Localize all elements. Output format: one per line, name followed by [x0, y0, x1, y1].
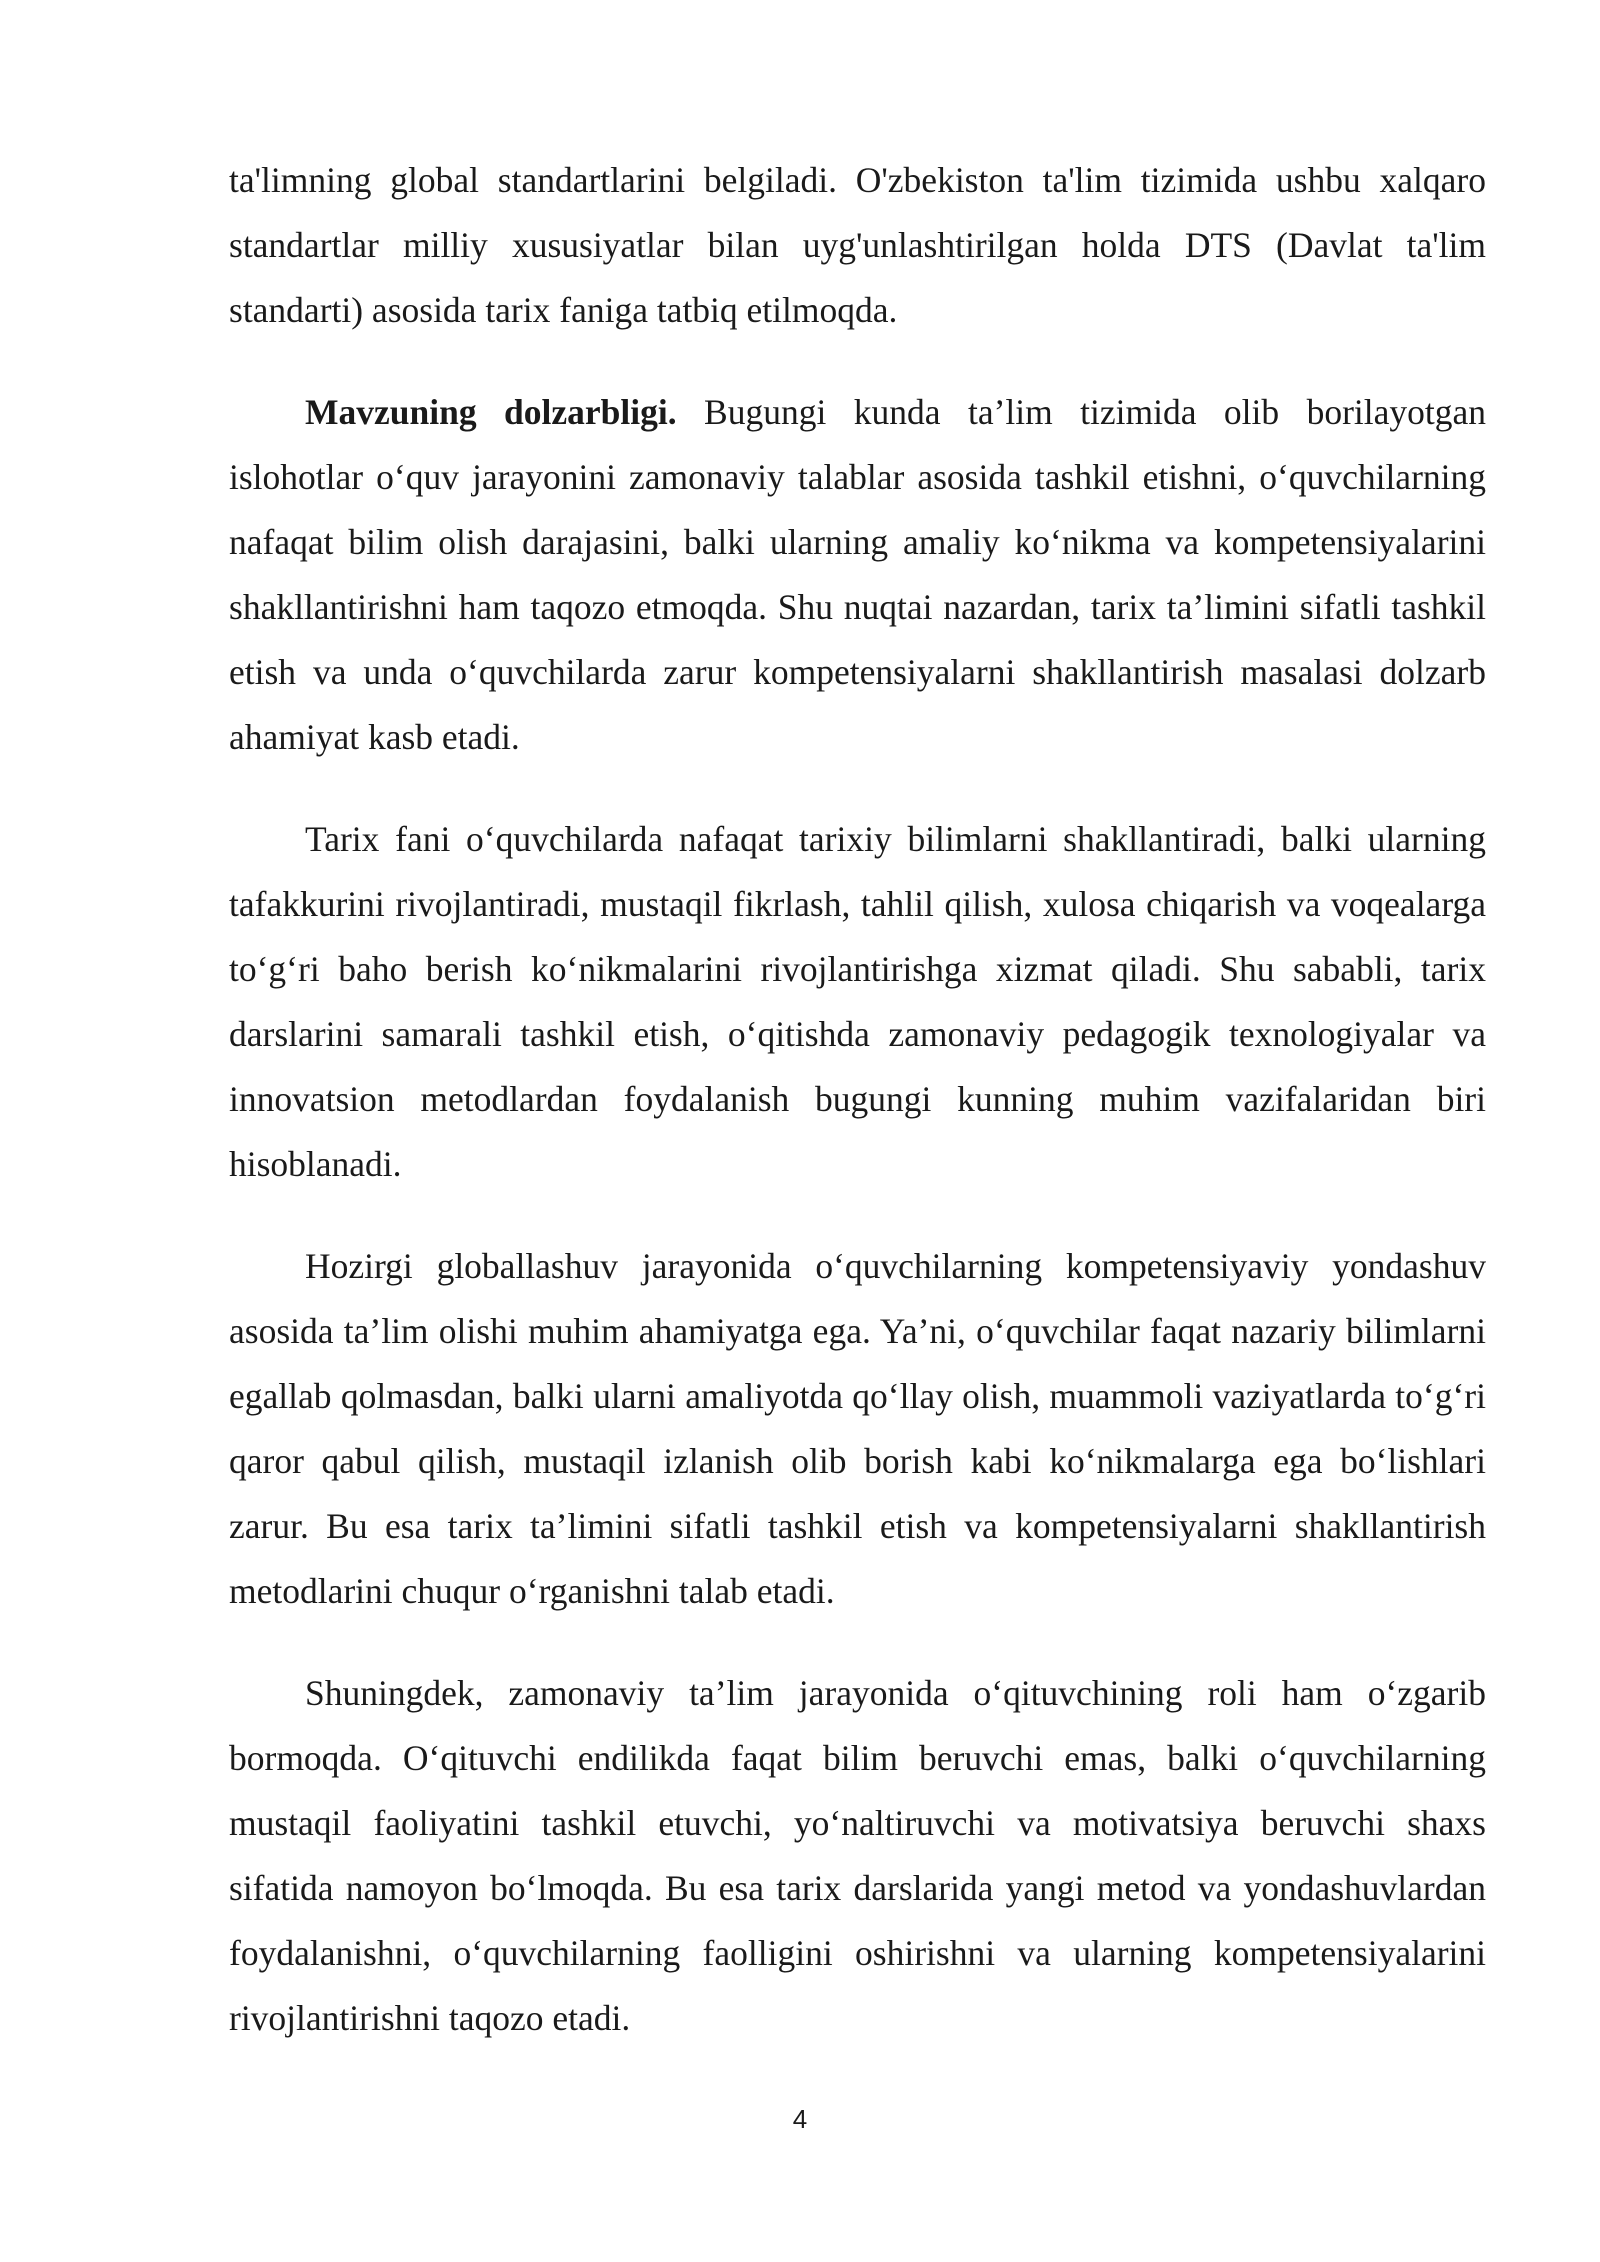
paragraph-history-subject	[229, 807, 1486, 1197]
document-body	[229, 148, 1486, 2051]
page-number: 4	[792, 2104, 808, 2134]
paragraph-continuation	[229, 148, 1486, 343]
section-heading-inline: Mavzuning dolzarbligi.	[305, 392, 677, 432]
paragraph-text: Shuningdek, zamonaviy ta’lim jarayonida o‘qituvchining roli ham o‘zgarib bormoqda. O‘qituvchi endilikda faqat bilim beruvchi emas, balki o‘quvchilarning mustaqil faoliyatini tashkil etuvchi, yo‘naltiruvchi va motivatsiya beruvchi shaxs sifatida namoyon bo‘lmoqda. Bu esa tarix darslarida yangi metod va yondashuvlardan foydalanishni, o‘quvchilarning faolligini oshirishni va ularning kompetensiyalarini rivojlantirishni taqozo etadi.	[229, 1673, 1486, 2038]
paragraph-text: Hozirgi globallashuv jarayonida o‘quvchilarning kompetensiyaviy yondashuv asosida ta’lim olishi muhim ahamiyatga ega. Ya’ni, o‘quvchilar faqat nazariy bilimlarni egallab qolmasdan, balki ularni amaliyotda qo‘llay olish, muammoli vaziyatlarda to‘g‘ri qaror qabul qilish, mustaqil izlanish olib borish kabi ko‘nikmalarga ega bo‘lishlari zarur. Bu esa tarix ta’limini sifatli tashkil etish va kompetensiyalarni shakllantirish metodlarini chuqur o‘rganishni talab etadi.	[229, 1246, 1486, 1611]
paragraph-teacher-role	[229, 1661, 1486, 2051]
paragraph-text: Bugungi kunda ta’lim tizimida olib borilayotgan islohotlar o‘quv jarayonini zamonaviy talablar asosida tashkil etishni, o‘quvchilarning nafaqat bilim olish darajasini, balki ularning amaliy ko‘nikma va kompetensiyalarini shakllantirishni ham taqozo etmoqda. Shu nuqtai nazardan, tarix ta’limini sifatli tashkil etish va unda o‘quvchilarda zarur kompetensiyalarni shakllantirish masalasi dolzarb ahamiyat kasb etadi.	[229, 392, 1487, 757]
paragraph-text: Tarix fani o‘quvchilarda nafaqat tarixiy bilimlarni shakllantiradi, balki ularning tafakkurini rivojlantiradi, mustaqil fikrlash, tahlil qilish, xulosa chiqarish va voqealarga to‘g‘ri baho berish ko‘nikmalarini rivojlantirishga xizmat qiladi. Shu sababli, tarix darslarini samarali tashkil etish, o‘qitishda zamonaviy pedagogik texnologiyalar va innovatsion metodlardan foydalanish bugungi kunning muhim vazifalaridan biri hisoblanadi.	[229, 819, 1486, 1184]
paragraph-text: ta'limning global standartlarini belgiladi. O'zbekiston ta'lim tizimida ushbu xalqaro standartlar milliy xususiyatlar bilan uyg'unlashtirilgan holda DTS (Davlat ta'lim standarti) asosida tarix faniga tatbiq etilmoqda.	[229, 160, 1486, 330]
paragraph-globalization	[229, 1234, 1486, 1624]
paragraph-relevance	[229, 380, 1486, 770]
